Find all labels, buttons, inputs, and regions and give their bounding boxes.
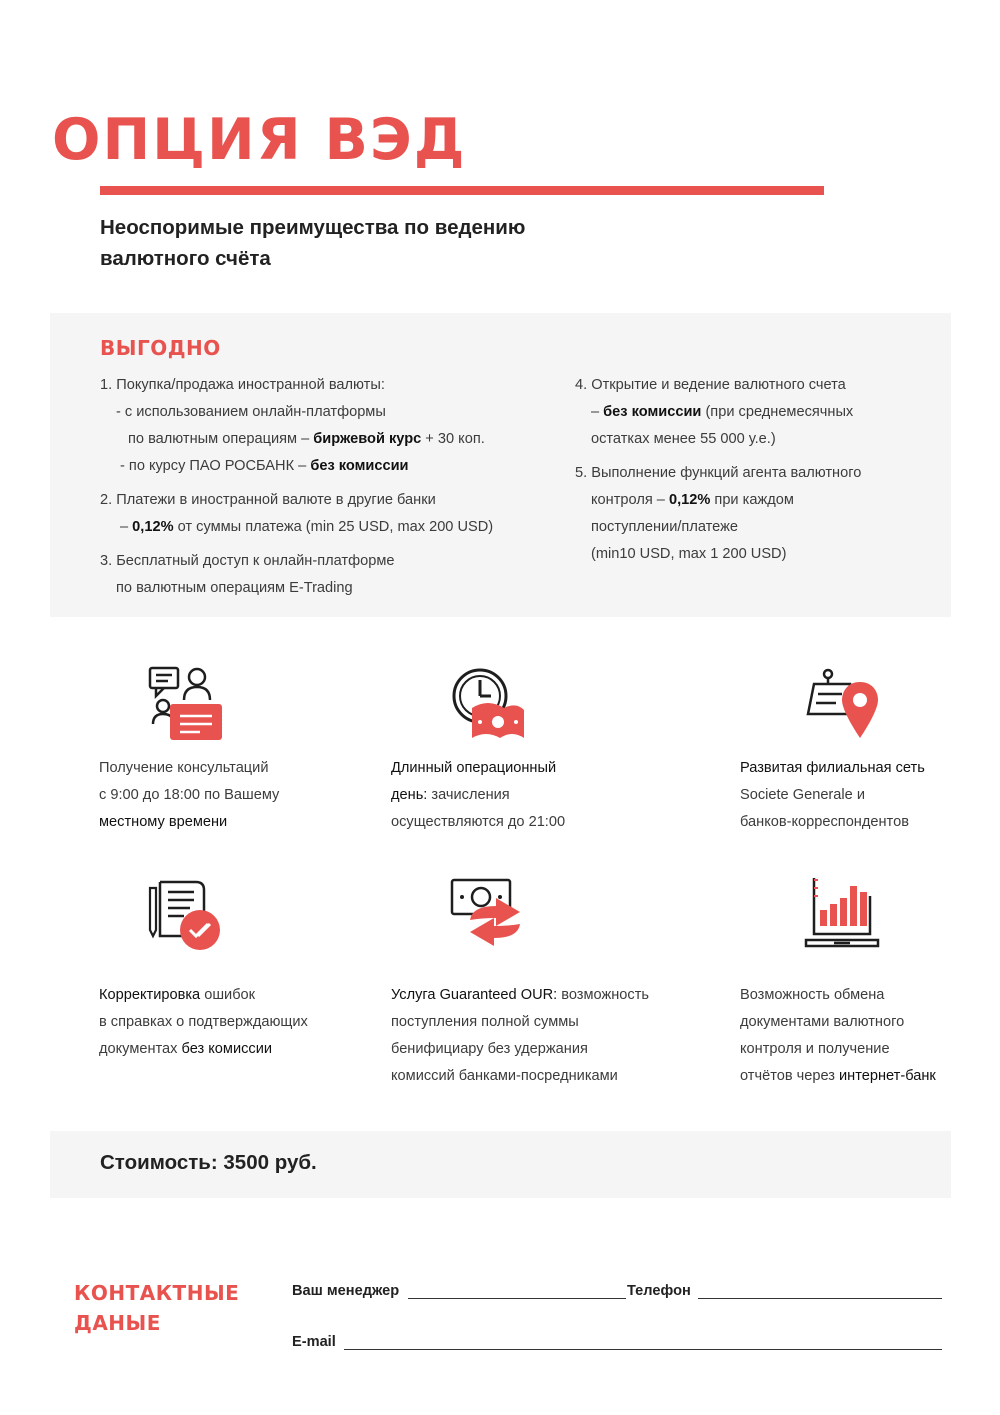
feature-line: местному времени xyxy=(99,814,228,830)
list-line: 2. Платежи в иностранной валюте в другие банки xyxy=(100,492,436,508)
feature-line: Услуга Guaranteed OUR: возможность xyxy=(391,987,649,1003)
title-underline xyxy=(100,186,824,195)
list-line: поступлении/платеже xyxy=(591,519,738,535)
list-line: контроля – 0,12% при каждом xyxy=(591,492,794,508)
list-item xyxy=(575,460,935,568)
email-field[interactable] xyxy=(344,1349,942,1350)
list-line: остатках менее 55 000 у.е.) xyxy=(591,431,776,447)
feature-consultation xyxy=(99,755,369,836)
feature-document-exchange xyxy=(740,982,1000,1090)
phone-field[interactable] xyxy=(698,1298,942,1299)
list-line: 4. Открытие и ведение валютного счета xyxy=(575,377,846,393)
laptop-chart-icon xyxy=(804,874,884,954)
feature-line: бенифициару без удержания xyxy=(391,1041,588,1057)
feature-line: день: зачисления xyxy=(391,787,510,803)
page-subtitle xyxy=(100,212,660,274)
manager-label: Ваш менеджер xyxy=(292,1283,400,1299)
feature-line: банков-корреспондентов xyxy=(740,814,909,830)
map-pin-icon xyxy=(804,662,884,742)
list-line: - с использованием онлайн-платформы xyxy=(116,404,386,420)
list-line: 5. Выполнение функций агента валютного xyxy=(575,465,862,481)
feature-line: Корректировка ошибок xyxy=(99,987,256,1003)
page-title: ОПЦИЯ ВЭД xyxy=(52,107,467,173)
feature-line: отчётов через интернет-банк xyxy=(740,1068,936,1084)
subtitle-line: Неоспоримые преимущества по ведению xyxy=(100,216,526,239)
feature-line: Длинный операционный xyxy=(391,760,557,776)
phone-label: Телефон xyxy=(627,1283,691,1299)
price-text: Стоимость: 3500 руб. xyxy=(100,1151,317,1174)
exchange-icon xyxy=(448,874,528,954)
feature-guaranteed-our xyxy=(391,982,661,1090)
feature-line: осуществляются до 21:00 xyxy=(391,814,566,830)
contacts-heading xyxy=(74,1278,274,1338)
contacts-heading-line: ДАНЫЕ xyxy=(74,1311,161,1335)
list-item xyxy=(100,372,560,480)
feature-long-day xyxy=(391,755,661,836)
subtitle-line: валютного счёта xyxy=(100,247,271,270)
email-label: E-mail xyxy=(292,1334,336,1350)
feature-line: в справках о подтверждающих xyxy=(99,1014,308,1030)
contacts-heading-line: КОНТАКТНЫЕ xyxy=(74,1281,240,1305)
list-item xyxy=(575,372,935,453)
feature-line: комиссий банками-посредниками xyxy=(391,1068,618,1084)
list-line: по валютным операциям E-Trading xyxy=(116,580,353,596)
feature-line: Возможность обмена xyxy=(740,987,885,1003)
list-line: 1. Покупка/продажа иностранной валюты: xyxy=(100,377,385,393)
list-line: 3. Бесплатный доступ к онлайн-платформе xyxy=(100,553,395,569)
consultation-icon xyxy=(146,664,226,744)
list-line: – 0,12% от суммы платежа (min 25 USD, max 200 USD) xyxy=(120,519,494,535)
feature-line: поступления полной суммы xyxy=(391,1014,579,1030)
benefits-heading: ВЫГОДНО xyxy=(100,336,221,360)
list-line: по валютным операциям – биржевой курс + 30 коп. xyxy=(128,431,485,447)
list-item xyxy=(100,548,560,602)
clock-money-icon xyxy=(448,664,528,744)
manager-field[interactable] xyxy=(408,1298,626,1299)
feature-line: с 9:00 до 18:00 по Вашему xyxy=(99,787,280,803)
feature-line: контроля и получение xyxy=(740,1041,890,1057)
feature-line: Societe Generale и xyxy=(740,787,865,803)
feature-line: документах без комиссии xyxy=(99,1041,272,1057)
feature-network xyxy=(740,755,1000,836)
feature-line: Получение консультаций xyxy=(99,760,269,776)
benefits-list-left xyxy=(100,372,560,609)
feature-line: Развитая филиальная сеть xyxy=(740,760,925,776)
benefits-list-right xyxy=(575,372,935,575)
list-line: – без комиссии (при среднемесячных xyxy=(591,404,854,420)
list-line: (min10 USD, max 1 200 USD) xyxy=(591,546,787,562)
list-line: - по курсу ПАО РОСБАНК – без комиссии xyxy=(120,458,409,474)
list-item xyxy=(100,487,560,541)
feature-line: документами валютного xyxy=(740,1014,905,1030)
document-check-icon xyxy=(146,874,226,954)
feature-error-correction xyxy=(99,982,369,1063)
